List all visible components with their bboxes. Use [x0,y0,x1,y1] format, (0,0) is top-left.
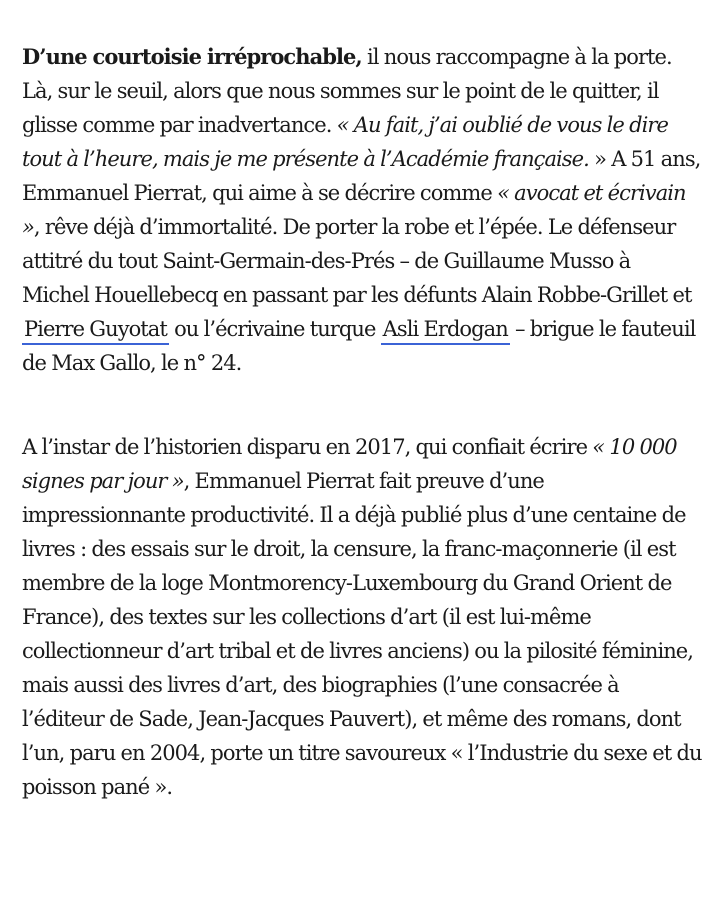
paragraph-text: » A 51 ans, Emmanuel Pierrat, qui aime à se décrire comme [22,147,701,205]
link-asli-erdogan[interactable]: Asli Erdogan [381,317,510,345]
paragraph-1 [22,40,702,380]
paragraph-text: ou l’écrivaine turque [168,317,381,341]
paragraph-text: , rêve déjà d’immortalité. De porter la robe et l’épée. Le défenseur attitré du tout Saint-Germain-des-Prés – de Guillaume Musso à Michel Houellebecq en passant par les défunts Alain Robbe-Grillet et [22,215,692,307]
quote-text: « avocat et écrivain » [22,181,686,239]
paragraph-text: , Emmanuel Pierrat fait preuve d’une impressionnante productivité. Il a déjà publié plus d’une centaine de livres : des essais sur le droit, la censure, la franc-maçonnerie (il est membre de la loge Montmorency-Luxembourg du Grand Orient de France), des textes sur les collections d’art (il est lui-même collectionneur d’art tribal et de livres anciens) ou la pilosité féminine, mais aussi des livres d’art, des biographies (l’une consacrée à l’éditeur de Sade, Jean-Jacques Pauvert), et même des romans, dont l’un, paru en 2004, porte un titre savoureux « l’Industrie du sexe et du poisson pané ». [22,469,702,799]
quote-text: « 10 000 signes par jour » [22,435,677,493]
quote-text: « Au fait, j’ai oublié de vous le dire tout à l’heure, mais je me présente à l’Académie française. [22,113,668,171]
lead-text: D’une courtoisie irréprochable, [22,44,362,69]
paragraph-2 [22,430,702,804]
link-pierre-guyotat[interactable]: Pierre Guyotat [22,317,169,345]
paragraph-text: – brigue le fauteuil de Max Gallo, le n° 24. [22,317,696,375]
paragraph-text: A l’instar de l’historien disparu en 2017, qui confiait écrire [22,435,593,459]
paragraph-text: il nous raccompagne à la porte. Là, sur le seuil, alors que nous sommes sur le point de le quitter, il glisse comme par inadvertance. [22,45,672,137]
